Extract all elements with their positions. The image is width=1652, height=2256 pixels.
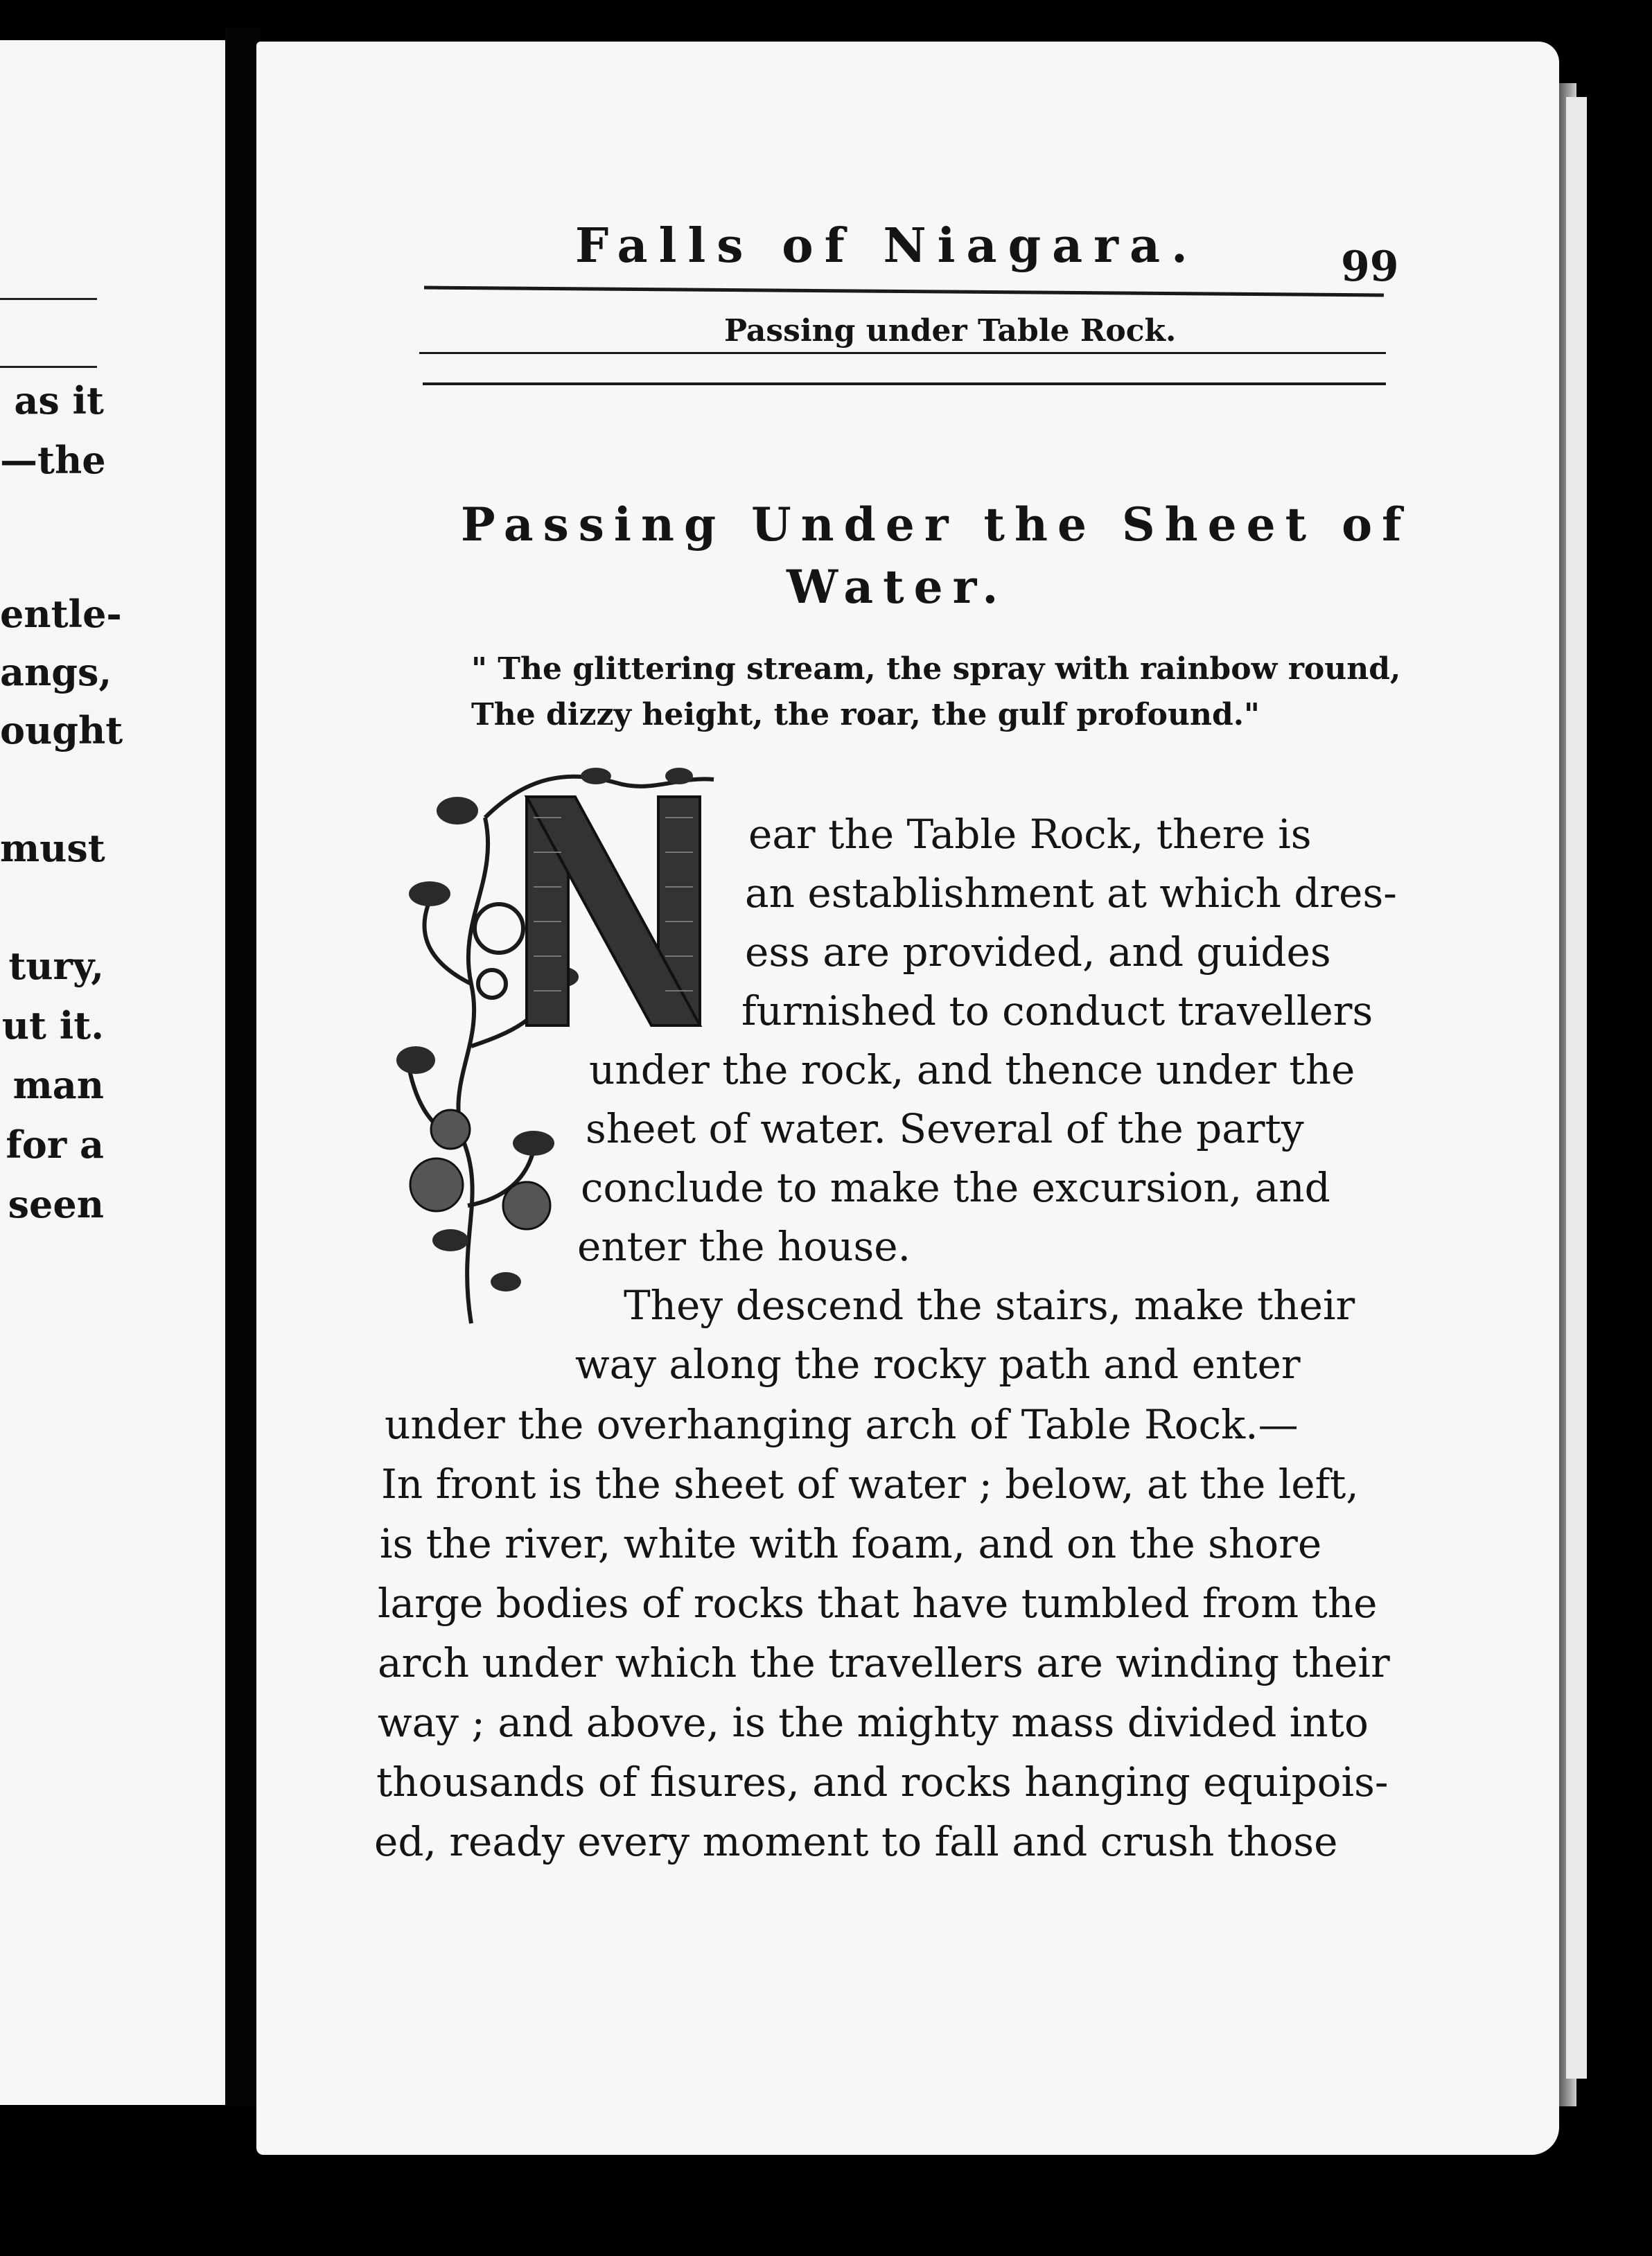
body-text-line: ed, ready every moment to fall and crush those [374, 1818, 1338, 1865]
facing-page [0, 40, 236, 2105]
body-text-line: large bodies of rocks that have tumbled from the [378, 1580, 1378, 1627]
header-rule [423, 382, 1386, 385]
facing-page-line: tury, [8, 944, 104, 988]
body-text-line: In front is the sheet of water ; below, at the left, [381, 1461, 1359, 1508]
facing-page-line: angs, [0, 650, 112, 694]
body-text-line: enter the house. [577, 1223, 911, 1270]
facing-page-line: —the [0, 438, 106, 482]
body-text-line: ess are provided, and guides [745, 928, 1331, 976]
body-text-line: thousands of fisures, and rocks hanging equipois- [376, 1759, 1389, 1806]
running-header-title: Falls of Niagara. [575, 218, 1199, 274]
body-text-line: furnished to conduct travellers [741, 987, 1373, 1034]
body-text-line: way ; and above, is the mighty mass divided into [378, 1699, 1369, 1746]
facing-page-line: ought [0, 708, 123, 752]
epigraph-line: The dizzy height, the roar, the gulf profound." [471, 697, 1260, 732]
body-text-line: conclude to make the excursion, and [581, 1164, 1330, 1211]
body-text-line [748, 811, 1312, 858]
facing-page-line: entle- [0, 592, 122, 636]
facing-page-rule [0, 298, 97, 300]
facing-page-line: must [0, 826, 105, 870]
book-gutter [225, 28, 260, 2106]
header-rule [419, 352, 1386, 354]
body-text-line: ear the Table Rock, there is [748, 811, 1312, 858]
body-text-line: is the river, white with foam, and on the shore [380, 1520, 1322, 1567]
facing-page-line: man [12, 1063, 104, 1107]
body-text-line: arch under which the travellers are winding their [378, 1639, 1390, 1686]
epigraph-line: " The glittering stream, the spray with rainbow round, [471, 651, 1401, 687]
body-text-line: an establishment at which dres- [745, 870, 1397, 917]
facing-page-rule [0, 366, 97, 368]
facing-page-line: seen [8, 1182, 104, 1226]
body-text-line: They descend the stairs, make their [624, 1282, 1355, 1329]
facing-page-line: for a [6, 1122, 104, 1167]
chapter-title: Water. [787, 560, 1008, 614]
body-text-line: under the overhanging arch of Table Rock.— [385, 1401, 1299, 1448]
body-text-line: way along the rocky path and enter [575, 1341, 1301, 1388]
body-text-line: sheet of water. Several of the party [586, 1105, 1304, 1152]
chapter-title: Passing Under the Sheet of [461, 497, 1412, 552]
page-edge [1566, 97, 1587, 2079]
facing-page-line: as it [14, 378, 104, 423]
running-subheader: Passing under Table Rock. [724, 313, 1177, 349]
facing-page-line: ut it. [1, 1003, 104, 1048]
body-text-line: under the rock, and thence under the [589, 1046, 1355, 1093]
page-number: 99 [1341, 243, 1399, 291]
